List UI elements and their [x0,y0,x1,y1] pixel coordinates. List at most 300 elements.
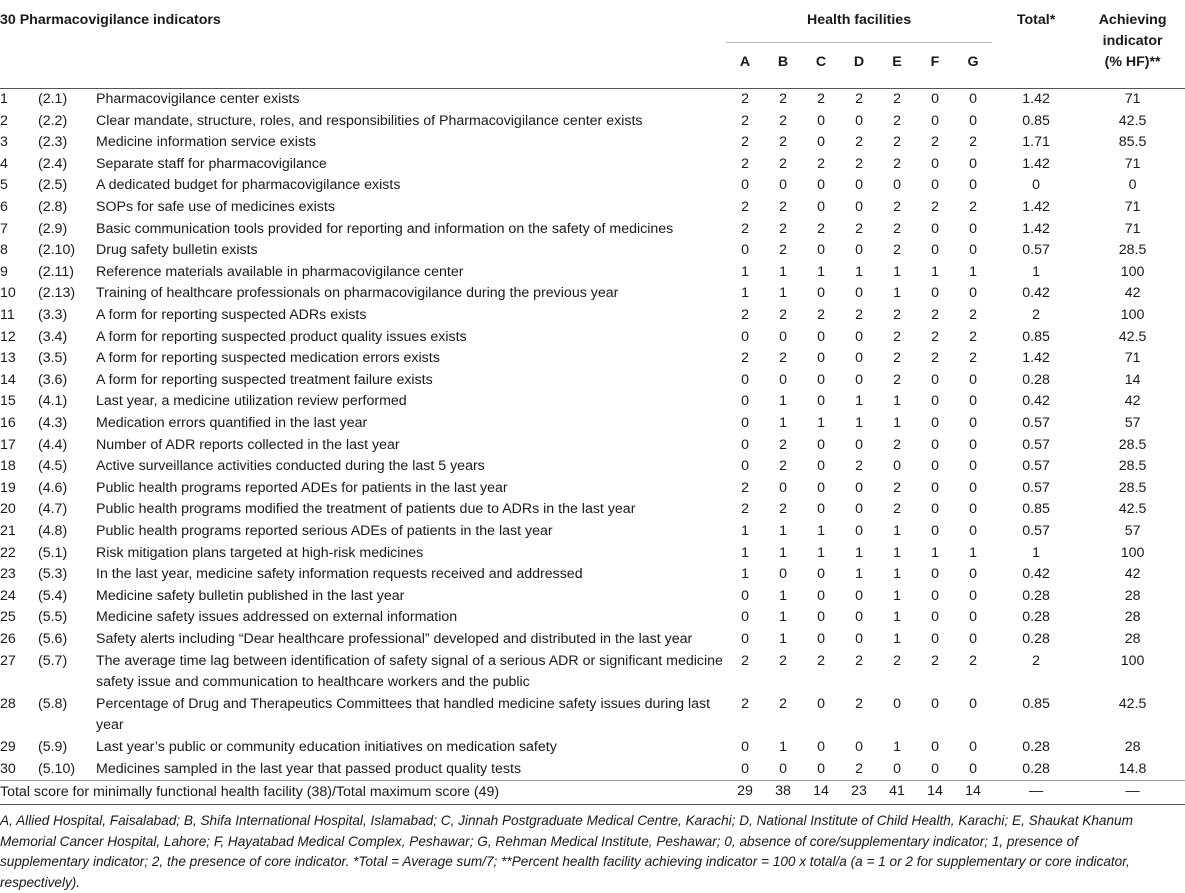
total-score-total: — [1029,783,1044,800]
facility-score: 0 [817,328,825,345]
facility-score: 1 [779,630,787,647]
indicator-number: 27 [0,652,16,669]
indicator-total: 1.42 [1022,199,1050,216]
indicator-number: 17 [0,436,16,453]
indicator-number: 1 [0,91,8,108]
indicator-achieving: 28.5 [1118,436,1147,453]
indicator-row [0,89,1185,111]
facility-score: 0 [931,393,939,410]
indicator-achieving: 100 [1120,307,1145,324]
facility-score: 2 [893,112,901,129]
indicator-text: Pharmacovigilance center exists [96,91,300,108]
indicator-code: (5.8) [38,695,68,712]
indicator-achieving: 28.5 [1118,242,1147,259]
facility-score: 0 [855,350,863,367]
facility-score: 0 [931,587,939,604]
indicator-text: Clear mandate, structure, roles, and responsibilities of Pharmacovigilance center exists [96,112,643,129]
facility-score: 0 [817,371,825,388]
indicator-code: (2.3) [38,134,68,151]
indicator-row [0,262,1185,284]
total-score-value: 38 [775,783,791,800]
facility-score: 2 [779,501,787,518]
indicator-number: 3 [0,134,8,151]
total-score-value: 23 [851,783,867,800]
facility-score: 1 [817,263,825,280]
indicator-text: Safety alerts including “Dear healthcare professional” developed and distributed in the last year [96,630,693,647]
indicator-code: (2.9) [38,220,68,237]
facility-score: 0 [969,393,977,410]
indicator-total: 1 [1032,263,1041,280]
facility-score: 0 [817,458,825,475]
indicator-achieving: 57 [1124,415,1141,431]
indicator-achieving: 71 [1124,199,1141,216]
indicator-row [0,175,1185,197]
facility-score: 0 [931,415,939,431]
total-score-value: 14 [927,783,943,800]
total-score-row [0,781,1185,805]
indicator-achieving: 42 [1124,566,1141,583]
facility-score: 2 [893,155,901,172]
facility-score: 0 [969,479,977,496]
indicator-row [0,240,1185,262]
indicator-row [0,694,1185,737]
indicator-total: 0.28 [1022,738,1050,755]
indicator-code: (4.8) [38,522,68,539]
facility-score: 0 [855,177,863,194]
facility-score: 2 [893,134,901,151]
indicator-code: (2.11) [38,263,75,280]
facility-score: 2 [779,134,787,151]
facility-score: 0 [931,738,939,755]
facility-score: 0 [817,242,825,259]
indicator-code: (4.7) [38,501,68,518]
indicator-total: 2 [1032,652,1041,669]
facility-score: 1 [741,566,749,583]
facility-score: 2 [931,307,939,324]
facility-score: 1 [855,544,863,561]
indicator-code: (4.3) [38,415,68,431]
facility-score: 0 [855,242,863,259]
facility-score: 0 [893,760,901,777]
facility-score: 2 [855,652,863,669]
facility-score: 0 [817,393,825,410]
indicator-achieving: 42.5 [1118,112,1147,129]
facility-score: 2 [855,458,863,475]
indicator-code: (2.8) [38,199,68,216]
facility-score: 1 [893,609,901,626]
facility-score: 1 [893,393,901,410]
indicator-code: (2.10) [38,242,76,259]
facility-score: 0 [741,415,749,431]
indicator-total: 1.42 [1022,155,1050,172]
indicator-row [0,521,1185,543]
indicator-row [0,305,1185,327]
indicator-achieving: 14.8 [1118,760,1147,777]
facility-score: 1 [779,415,787,431]
indicator-text: Reference materials available in pharmacovigilance center [96,263,464,280]
facility-score: 1 [779,263,787,280]
facility-score: 0 [969,220,977,237]
facility-score: 1 [893,566,901,583]
facility-score: 1 [741,544,749,561]
facility-score: 1 [741,285,749,302]
indicator-total: 0 [1032,177,1041,194]
indicator-text: Basic communication tools provided for reporting and information on the safety of medicines [96,220,674,237]
indicator-number: 15 [0,393,16,410]
indicator-text: Medication errors quantified in the last year [96,415,368,431]
facility-score: 0 [817,760,825,777]
achieving-header-line2: indicator [1102,33,1163,49]
indicator-code: (5.4) [38,587,68,604]
indicator-text: Last year, a medicine utilization review performed [96,393,407,410]
indicator-code: (2.1) [38,91,68,108]
indicator-number: 2 [0,112,8,129]
facility-score: 2 [893,220,901,237]
facility-score: 2 [931,134,939,151]
facility-score: 0 [969,415,977,431]
indicator-achieving: 42.5 [1118,501,1147,518]
facility-score: 0 [931,242,939,259]
facility-score: 1 [893,738,901,755]
facility-score: 2 [969,350,977,367]
indicator-text: Percentage of Drug and Therapeutics Committees that handled medicine safety issues during last year [96,695,711,734]
indicator-total: 1.42 [1022,220,1050,237]
indicator-row [0,348,1185,370]
indicator-row [0,219,1185,241]
facility-score: 1 [855,566,863,583]
indicator-number: 8 [0,242,8,259]
indicator-code: (3.6) [38,371,68,388]
facility-score: 2 [855,695,863,712]
facility-score: 0 [931,458,939,475]
facility-score: 0 [741,436,749,453]
indicator-achieving: 28 [1124,738,1141,755]
indicator-text: A form for reporting suspected ADRs exists [96,307,367,324]
facility-score: 0 [969,436,977,453]
indicator-row [0,413,1185,435]
facility-score: 1 [817,544,825,561]
indicator-total: 0.85 [1022,501,1050,518]
facility-score: 0 [931,695,939,712]
facility-score: 0 [741,393,749,410]
facility-score: 0 [969,501,977,518]
facility-score: 2 [741,91,749,108]
facility-score: 2 [969,134,977,151]
indicator-text: Medicines sampled in the last year that passed product quality tests [96,760,522,777]
facility-score: 0 [817,501,825,518]
facility-score: 0 [817,285,825,302]
indicator-code: (2.13) [38,285,76,302]
facility-score: 1 [779,522,787,539]
indicator-number: 23 [0,566,16,583]
facility-score: 0 [817,738,825,755]
indicator-number: 25 [0,609,16,626]
facility-col-header: F [930,53,940,70]
indicator-text: A form for reporting suspected medication errors exists [96,350,440,367]
facility-score: 0 [931,479,939,496]
facility-score: 2 [817,155,825,172]
facility-score: 0 [741,458,749,475]
facility-score: 2 [741,695,749,712]
facility-score: 0 [817,177,825,194]
facility-score: 2 [969,652,977,669]
facility-score: 2 [741,112,749,129]
facility-score: 0 [817,630,825,647]
facility-score: 0 [741,328,749,345]
facility-score: 0 [931,566,939,583]
indicator-row [0,197,1185,219]
facility-score: 0 [855,285,863,302]
indicator-number: 21 [0,522,16,539]
facility-score: 2 [741,199,749,216]
facility-score: 0 [741,630,749,647]
facility-score: 2 [817,652,825,669]
achieving-header [1080,0,1185,73]
facility-score: 2 [893,91,901,108]
total-score-value: 41 [889,783,905,800]
indicator-total: 0.28 [1022,587,1050,604]
facility-score: 2 [779,91,787,108]
indicator-row [0,391,1185,413]
indicator-row [0,478,1185,500]
facility-score: 2 [741,350,749,367]
facility-score: 0 [779,760,787,777]
facility-score: 0 [969,242,977,259]
indicator-achieving: 42 [1124,393,1141,410]
facility-score: 0 [779,328,787,345]
total-score-value: 14 [813,783,829,800]
facility-score: 0 [779,479,787,496]
total-score-achieving: — [1125,783,1140,800]
facility-score: 0 [855,587,863,604]
total-score-value: 29 [737,783,753,800]
facility-col-header: B [777,53,789,70]
facility-score: 0 [931,630,939,647]
indicator-achieving: 57 [1124,522,1141,539]
facility-score: 0 [893,695,901,712]
indicator-number: 7 [0,220,8,237]
indicator-achieving: 28 [1124,587,1141,604]
indicator-code: (2.2) [38,112,68,129]
facility-score: 2 [741,501,749,518]
facility-score: 2 [741,134,749,151]
indicator-achieving: 28.5 [1118,458,1147,475]
facility-score: 0 [969,738,977,755]
indicator-achieving: 42.5 [1118,328,1147,345]
indicator-total: 0.85 [1022,695,1050,712]
indicator-code: (4.1) [38,393,68,410]
facility-score: 2 [893,652,901,669]
facility-score: 0 [931,220,939,237]
indicator-code: (5.7) [38,652,68,669]
indicator-achieving: 100 [1120,652,1145,669]
facility-score: 0 [741,242,749,259]
indicator-row [0,651,1185,694]
indicator-text: The average time lag between identification of safety signal of a serious ADR or significant medicine safety issue and communication to healthcare workers and the public [96,652,723,691]
indicator-text: Medicine safety bulletin published in the last year [96,587,405,604]
indicator-code: (2.5) [38,177,68,194]
facility-score: 0 [931,760,939,777]
indicator-number: 6 [0,199,8,216]
achieving-header-line1: Achieving [1098,12,1167,28]
facility-score: 2 [931,328,939,345]
facility-score: 1 [779,738,787,755]
total-score-label: Total score for minimally functional health facility (38)/Total maximum score (49) [0,784,500,801]
indicator-row [0,759,1185,781]
indicator-text: Risk mitigation plans targeted at high-risk medicines [96,544,424,561]
facility-score: 2 [893,371,901,388]
indicator-total: 0.57 [1022,479,1050,496]
indicator-number: 30 [0,760,16,777]
indicator-achieving: 0 [1128,177,1137,194]
facility-col-header: G [967,53,979,70]
table-title: 30 Pharmacovigilance indicators [0,12,221,28]
facility-score: 1 [741,522,749,539]
facility-score: 0 [931,436,939,453]
facility-score: 0 [741,371,749,388]
indicator-number: 13 [0,350,16,367]
facility-score: 0 [969,522,977,539]
facility-score: 0 [969,587,977,604]
facility-score: 2 [931,199,939,216]
facility-score: 2 [779,350,787,367]
indicator-number: 19 [0,479,16,496]
facility-score: 0 [855,199,863,216]
indicator-text: Public health programs modified the treatment of patients due to ADRs in the last year [96,501,636,518]
facility-score: 0 [779,566,787,583]
facility-score: 2 [855,91,863,108]
indicator-number: 12 [0,328,16,345]
facility-score: 2 [969,199,977,216]
indicator-number: 11 [0,307,15,324]
indicator-total: 0.85 [1022,328,1050,345]
indicator-achieving: 71 [1124,91,1141,108]
indicator-code: (2.4) [38,155,68,172]
facility-score: 0 [931,522,939,539]
facility-score: 0 [741,177,749,194]
indicator-text: A form for reporting suspected product quality issues exists [96,328,467,345]
facility-score: 2 [893,436,901,453]
table-footnote: A, Allied Hospital, Faisalabad; B, Shifa International Hospital, Islamabad; C, Jinnah Postgraduate Medical Centre, Karachi; D, National Institute of Child Health, Karachi; E, Shaukat Khanum Memorial Cancer Hospital, Lahore; F, Hayatabad Medical Complex, Peshawar; G, Rehman Medical Institute, Peshawar; 0, absence of core/supplementary indicator; 1, presence of supplementary indicator; 2, the presence of core indicator. *Total = Average sum/7; **Percent health facility achieving indicator = 100 x total/a (a = 1 or 2 for supplementary or core indicator, respectively). [0,813,1133,890]
facility-score: 0 [817,609,825,626]
facility-col-header: E [892,53,902,70]
indicator-total: 0.57 [1022,415,1050,431]
facility-score: 0 [817,112,825,129]
facility-score: 0 [855,479,863,496]
indicator-achieving: 42.5 [1118,695,1147,712]
indicator-achieving: 71 [1124,350,1141,367]
indicator-number: 18 [0,458,16,475]
indicator-text: Public health programs reported ADEs for patients in the last year [96,479,508,496]
indicator-total: 0.42 [1022,393,1050,410]
total-header: Total* [1016,12,1056,28]
indicator-row [0,543,1185,565]
facility-score: 1 [779,609,787,626]
facility-score: 0 [817,350,825,367]
facility-score: 2 [855,760,863,777]
facility-score: 2 [893,479,901,496]
indicator-number: 28 [0,695,16,712]
indicator-achieving: 71 [1124,155,1141,172]
facility-score: 0 [969,566,977,583]
facility-score: 1 [893,285,901,302]
facility-score: 0 [969,458,977,475]
indicator-row [0,154,1185,176]
facility-score: 0 [931,177,939,194]
facility-score: 1 [893,263,901,280]
indicator-row [0,499,1185,521]
facility-score: 0 [931,155,939,172]
indicator-code: (5.5) [38,609,68,626]
indicator-achieving: 71 [1124,220,1141,237]
facility-score: 0 [931,285,939,302]
facility-col-header: D [853,53,865,70]
indicator-row [0,327,1185,349]
facility-score: 2 [779,436,787,453]
indicator-total: 1.42 [1022,350,1050,367]
facility-score: 0 [855,328,863,345]
facility-score: 2 [779,695,787,712]
facility-score: 2 [855,155,863,172]
indicator-code: (5.6) [38,630,68,647]
facility-score: 0 [741,738,749,755]
indicator-total: 0.85 [1022,112,1050,129]
indicator-total: 0.57 [1022,436,1050,453]
indicator-text: Separate staff for pharmacovigilance [96,155,327,172]
indicator-code: (3.4) [38,328,68,345]
indicator-achieving: 28 [1124,630,1141,647]
facility-score: 0 [931,112,939,129]
indicator-code: (5.3) [38,566,68,583]
indicator-code: (3.3) [38,307,68,324]
facility-score: 0 [741,609,749,626]
facility-score: 0 [969,285,977,302]
facility-score: 2 [893,307,901,324]
indicator-total: 2 [1032,307,1041,324]
indicator-code: (5.9) [38,738,68,755]
facility-col-header: C [815,53,827,70]
indicator-achieving: 100 [1120,263,1145,280]
facility-score: 0 [855,738,863,755]
facility-score: 0 [969,155,977,172]
indicator-number: 9 [0,263,8,280]
indicator-achieving: 100 [1120,544,1145,561]
indicator-text: A dedicated budget for pharmacovigilance exists [96,177,401,194]
facility-score: 0 [969,112,977,129]
facility-score: 2 [893,350,901,367]
facility-score: 0 [969,91,977,108]
indicator-total: 0.42 [1022,285,1050,302]
indicator-row [0,132,1185,154]
facility-score: 1 [893,522,901,539]
indicator-number: 20 [0,501,16,518]
indicator-number: 10 [0,285,16,302]
facility-score: 2 [893,501,901,518]
indicator-code: (4.4) [38,436,68,453]
facility-score: 1 [741,263,749,280]
indicator-text: A form for reporting suspected treatment failure exists [96,371,433,388]
facility-score: 0 [931,371,939,388]
indicator-number: 14 [0,371,16,388]
facility-score: 2 [741,155,749,172]
facility-score: 2 [931,350,939,367]
indicator-row [0,370,1185,392]
facility-score: 0 [741,587,749,604]
facility-score: 0 [741,760,749,777]
facility-score: 0 [855,436,863,453]
indicator-total: 1 [1032,544,1041,561]
indicator-code: (5.10) [38,760,76,777]
